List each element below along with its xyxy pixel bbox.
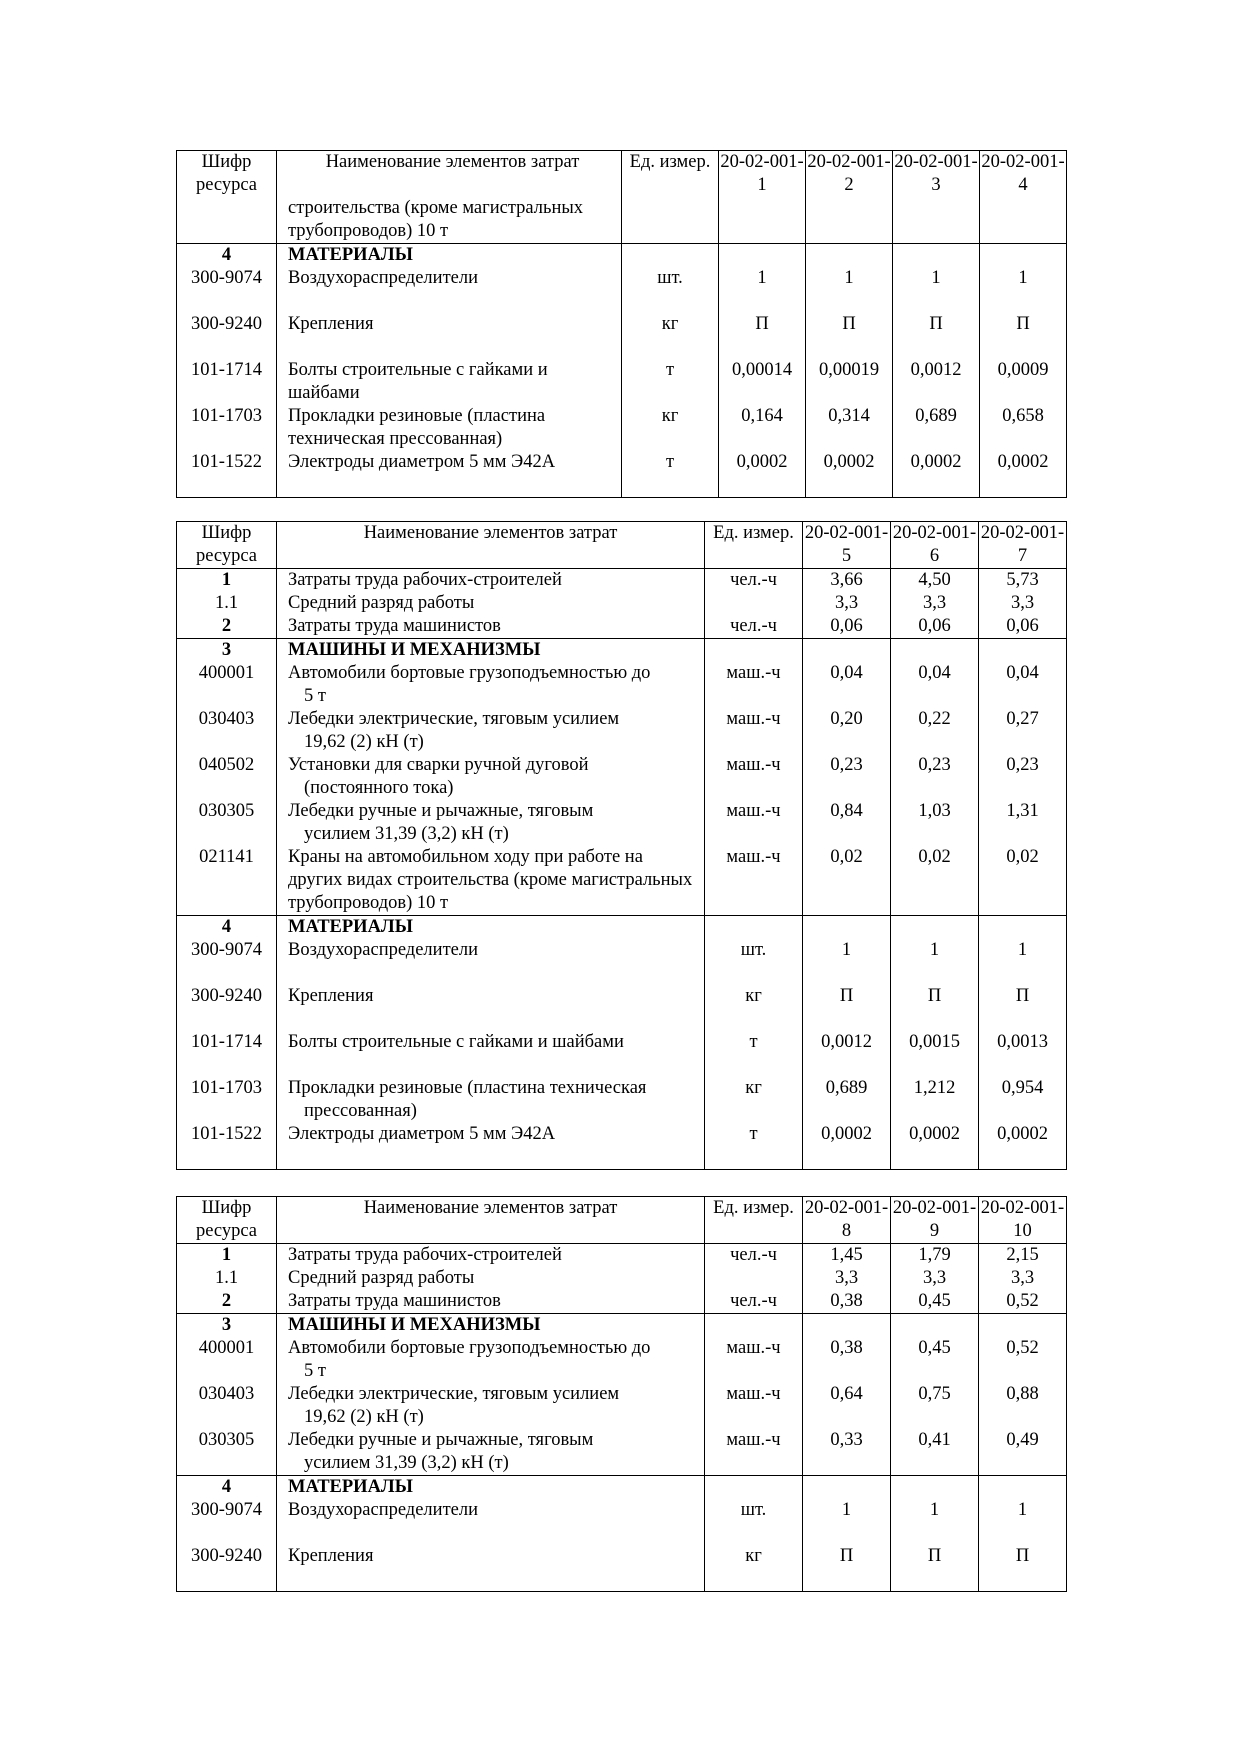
- row-value: 1: [803, 939, 891, 985]
- header-unit: Ед. измер.: [622, 151, 719, 244]
- row-unit: кг: [622, 313, 719, 359]
- row-unit: шт.: [705, 1499, 803, 1545]
- row-value: 0,41: [891, 1429, 979, 1476]
- section-title: МАТЕРИАЛЫ: [277, 1476, 705, 1500]
- table-row: [177, 985, 1067, 1031]
- section-title: МАТЕРИАЛЫ: [277, 244, 622, 268]
- table-row: [177, 592, 1067, 615]
- norm-table-3: [176, 1196, 1067, 1592]
- table-row: [177, 846, 1067, 916]
- row-value: П: [891, 985, 979, 1031]
- row-value: 1: [893, 267, 980, 313]
- row-name-line1: Лебедки ручные и рычажные, тяговым: [288, 1430, 594, 1450]
- section-title: МАТЕРИАЛЫ: [277, 916, 705, 940]
- table-row: [177, 451, 1067, 497]
- row-value: П: [979, 1545, 1067, 1591]
- row-name: [277, 1429, 705, 1476]
- row-name: Крепления: [277, 313, 622, 359]
- row-code: 300-9074: [177, 1499, 277, 1545]
- row-code: 030403: [177, 1383, 277, 1429]
- table-header-row: [177, 151, 1067, 244]
- row-value: 0,23: [979, 754, 1067, 800]
- row-name: Затраты труда рабочих-строителей: [277, 569, 705, 593]
- row-code: 300-9074: [177, 939, 277, 985]
- row-code: 1.1: [177, 592, 277, 615]
- header-code: Шифр ресурса: [177, 522, 277, 569]
- row-value: П: [891, 1545, 979, 1591]
- header-col: 20-02-001-4: [980, 151, 1067, 244]
- row-value: 0,06: [803, 615, 891, 639]
- row-value: 0,06: [891, 615, 979, 639]
- row-code: 400001: [177, 1337, 277, 1383]
- row-name-line1: Установки для сварки ручной дуговой: [288, 755, 589, 775]
- row-value: 2,15: [979, 1244, 1067, 1268]
- header-col: 20-02-001-10: [979, 1197, 1067, 1244]
- row-unit: чел.-ч: [705, 1244, 803, 1268]
- row-unit: чел.-ч: [705, 1290, 803, 1314]
- section-code: 3: [177, 639, 277, 663]
- row-unit: шт.: [705, 939, 803, 985]
- section-title: МАШИНЫ И МЕХАНИЗМЫ: [277, 639, 705, 663]
- row-value: 1,45: [803, 1244, 891, 1268]
- row-value: 1: [891, 1499, 979, 1545]
- row-value: 3,3: [979, 1267, 1067, 1290]
- row-code: 040502: [177, 754, 277, 800]
- table-row: [177, 1499, 1067, 1545]
- row-value: 0,0002: [719, 451, 806, 497]
- row-value: 0,02: [979, 846, 1067, 916]
- row-name: Затраты труда рабочих-строителей: [277, 1244, 705, 1268]
- row-unit: шт.: [622, 267, 719, 313]
- section-row: [177, 639, 1067, 663]
- row-unit: кг: [622, 405, 719, 451]
- row-value: 0,75: [891, 1383, 979, 1429]
- row-value: 0,04: [891, 662, 979, 708]
- row-name: Крепления: [277, 985, 705, 1031]
- row-code: 101-1522: [177, 1123, 277, 1169]
- row-name-line2: прессованная): [304, 1101, 417, 1121]
- header-col: 20-02-001-1: [719, 151, 806, 244]
- row-code: 101-1714: [177, 1031, 277, 1077]
- table-row: [177, 1031, 1067, 1077]
- row-value: 0,0002: [803, 1123, 891, 1169]
- row-value: 0,0013: [979, 1031, 1067, 1077]
- row-name: Затраты труда машинистов: [277, 615, 705, 639]
- header-code: Шифр ресурса: [177, 151, 277, 244]
- row-value: 1: [980, 267, 1067, 313]
- row-value: 0,00014: [719, 359, 806, 405]
- row-value: 0,0012: [893, 359, 980, 405]
- row-value: 0,02: [803, 846, 891, 916]
- row-unit: маш.-ч: [705, 754, 803, 800]
- table-row: [177, 1290, 1067, 1314]
- section-row: [177, 1314, 1067, 1338]
- row-name-line1: Лебедки электрические, тяговым усилием: [288, 709, 620, 729]
- table-row: [177, 615, 1067, 639]
- row-name: Краны на автомобильном ходу при работе на других видах строительства (кроме магистральных трубопроводов) 10 т: [277, 846, 705, 916]
- row-name-line1: Лебедки ручные и рычажные, тяговым: [288, 801, 594, 821]
- table-row: [177, 1267, 1067, 1290]
- row-value: 0,64: [803, 1383, 891, 1429]
- row-unit: маш.-ч: [705, 800, 803, 846]
- row-code: 030305: [177, 800, 277, 846]
- row-unit: маш.-ч: [705, 708, 803, 754]
- table-row: [177, 1244, 1067, 1268]
- row-name-line1: Автомобили бортовые грузоподъемностью до: [288, 1338, 651, 1358]
- row-value: П: [806, 313, 893, 359]
- row-value: 0,38: [803, 1337, 891, 1383]
- row-name: Прокладки резиновые (пластина техническая прессованная): [277, 405, 622, 451]
- header-name: Наименование элементов затрат: [277, 522, 705, 569]
- row-value: 0,0012: [803, 1031, 891, 1077]
- row-value: 0,38: [803, 1290, 891, 1314]
- row-unit: т: [622, 359, 719, 405]
- row-name: Электроды диаметром 5 мм Э42А: [277, 1123, 705, 1169]
- row-value: 0,04: [979, 662, 1067, 708]
- row-unit: маш.-ч: [705, 846, 803, 916]
- row-value: П: [803, 985, 891, 1031]
- row-value: 1,212: [891, 1077, 979, 1123]
- row-name-line2: 19,62 (2) кН (т): [304, 732, 424, 752]
- table-header-row: [177, 522, 1067, 569]
- row-unit: кг: [705, 1545, 803, 1591]
- row-value: 0,954: [979, 1077, 1067, 1123]
- header-col: 20-02-001-8: [803, 1197, 891, 1244]
- row-value: 0,23: [803, 754, 891, 800]
- row-code: 2: [177, 615, 277, 639]
- row-code: 021141: [177, 846, 277, 916]
- row-code: 300-9074: [177, 267, 277, 313]
- row-value: 3,3: [891, 592, 979, 615]
- row-value: 0,52: [979, 1290, 1067, 1314]
- row-name: [277, 754, 705, 800]
- row-unit: [705, 1267, 803, 1290]
- table-row: [177, 800, 1067, 846]
- header-name-label: Наименование элементов затрат: [325, 152, 580, 172]
- row-code: 300-9240: [177, 1545, 277, 1591]
- section-title: МАШИНЫ И МЕХАНИЗМЫ: [277, 1314, 705, 1338]
- section-row: [177, 244, 1067, 268]
- row-value: 0,00019: [806, 359, 893, 405]
- table-header-row: [177, 1197, 1067, 1244]
- row-value: 0,164: [719, 405, 806, 451]
- table-row: [177, 405, 1067, 451]
- row-value: 0,84: [803, 800, 891, 846]
- section-row: [177, 1476, 1067, 1500]
- row-name: Болты строительные с гайками и шайбами: [277, 1031, 705, 1077]
- row-name: [277, 800, 705, 846]
- row-value: 0,0002: [893, 451, 980, 497]
- row-value: П: [893, 313, 980, 359]
- row-code: 2: [177, 1290, 277, 1314]
- row-value: 0,49: [979, 1429, 1067, 1476]
- row-name-line2: усилием 31,39 (3,2) кН (т): [304, 824, 509, 844]
- header-col: 20-02-001-5: [803, 522, 891, 569]
- row-name: Электроды диаметром 5 мм Э42А: [277, 451, 622, 497]
- row-name: [277, 708, 705, 754]
- row-unit: т: [622, 451, 719, 497]
- row-value: 3,3: [803, 592, 891, 615]
- row-value: 0,20: [803, 708, 891, 754]
- row-name: Средний разряд работы: [277, 1267, 705, 1290]
- row-value: 1: [719, 267, 806, 313]
- section-code: 4: [177, 1476, 277, 1500]
- table-row: [177, 1123, 1067, 1169]
- norm-table-2: [176, 521, 1067, 1170]
- row-value: 3,3: [891, 1267, 979, 1290]
- row-value: 0,0015: [891, 1031, 979, 1077]
- row-value: 1,79: [891, 1244, 979, 1268]
- row-code: 1: [177, 1244, 277, 1268]
- row-name: [277, 1077, 705, 1123]
- row-unit: маш.-ч: [705, 1429, 803, 1476]
- row-name-line2: 19,62 (2) кН (т): [304, 1407, 424, 1427]
- row-value: 1,03: [891, 800, 979, 846]
- row-code: 300-9240: [177, 985, 277, 1031]
- row-value: 1: [891, 939, 979, 985]
- table-row: [177, 1429, 1067, 1476]
- header-col: 20-02-001-9: [891, 1197, 979, 1244]
- row-value: 0,04: [803, 662, 891, 708]
- row-unit: маш.-ч: [705, 662, 803, 708]
- row-unit: т: [705, 1123, 803, 1169]
- row-value: 0,45: [891, 1290, 979, 1314]
- row-value: 0,45: [891, 1337, 979, 1383]
- table-row: [177, 1337, 1067, 1383]
- row-value: 0,689: [893, 405, 980, 451]
- row-name-line1: Лебедки электрические, тяговым усилием: [288, 1384, 620, 1404]
- table-row: [177, 569, 1067, 593]
- header-unit: Ед. измер.: [705, 522, 803, 569]
- row-code: 101-1703: [177, 405, 277, 451]
- row-value: 3,3: [979, 592, 1067, 615]
- row-name: Воздухораспределители: [277, 1499, 705, 1545]
- row-value: 1: [806, 267, 893, 313]
- row-unit: маш.-ч: [705, 1383, 803, 1429]
- row-unit: т: [705, 1031, 803, 1077]
- table-row: [177, 708, 1067, 754]
- header-code: Шифр ресурса: [177, 1197, 277, 1244]
- row-name: Затраты труда машинистов: [277, 1290, 705, 1314]
- row-value: П: [979, 985, 1067, 1031]
- table-row: [177, 939, 1067, 985]
- row-name-line2: 5 т: [304, 1361, 326, 1381]
- row-value: П: [719, 313, 806, 359]
- row-unit: [705, 592, 803, 615]
- row-code: 1.1: [177, 1267, 277, 1290]
- row-unit: маш.-ч: [705, 1337, 803, 1383]
- row-code: 030403: [177, 708, 277, 754]
- section-code: 4: [177, 244, 277, 268]
- row-name-line1: Прокладки резиновые (пластина техническая: [288, 1078, 647, 1098]
- row-name: Средний разряд работы: [277, 592, 705, 615]
- row-code: 101-1522: [177, 451, 277, 497]
- row-code: 1: [177, 569, 277, 593]
- section-code: 4: [177, 916, 277, 940]
- row-value: 0,22: [891, 708, 979, 754]
- row-unit: кг: [705, 985, 803, 1031]
- row-value: 1: [979, 1499, 1067, 1545]
- row-value: 0,0002: [980, 451, 1067, 497]
- row-value: 3,66: [803, 569, 891, 593]
- row-value: 0,658: [980, 405, 1067, 451]
- row-name-line2: (постоянного тока): [304, 778, 454, 798]
- row-code: 030305: [177, 1429, 277, 1476]
- table-row: [177, 1077, 1067, 1123]
- row-value: 0,689: [803, 1077, 891, 1123]
- row-value: 0,0002: [979, 1123, 1067, 1169]
- row-code: 400001: [177, 662, 277, 708]
- row-unit: чел.-ч: [705, 569, 803, 593]
- row-value: 0,02: [891, 846, 979, 916]
- row-name: Воздухораспределители: [277, 939, 705, 985]
- row-unit: чел.-ч: [705, 615, 803, 639]
- row-value: 5,73: [979, 569, 1067, 593]
- table-row: [177, 267, 1067, 313]
- row-value: 0,33: [803, 1429, 891, 1476]
- row-value: 4,50: [891, 569, 979, 593]
- norm-table-1: [176, 150, 1067, 498]
- header-col: 20-02-001-6: [891, 522, 979, 569]
- row-value: 0,27: [979, 708, 1067, 754]
- table-row: [177, 1545, 1067, 1591]
- row-value: 0,88: [979, 1383, 1067, 1429]
- row-code: 300-9240: [177, 313, 277, 359]
- row-code: 101-1703: [177, 1077, 277, 1123]
- row-value: 0,0002: [891, 1123, 979, 1169]
- table-row: [177, 313, 1067, 359]
- row-value: 0,0002: [806, 451, 893, 497]
- row-value: 0,0009: [980, 359, 1067, 405]
- row-value: 3,3: [803, 1267, 891, 1290]
- row-value: 1: [979, 939, 1067, 985]
- row-name: [277, 1383, 705, 1429]
- row-value: 1: [803, 1499, 891, 1545]
- table-row: [177, 359, 1067, 405]
- row-name-line2: 5 т: [304, 686, 326, 706]
- row-value: 0,52: [979, 1337, 1067, 1383]
- row-value: П: [980, 313, 1067, 359]
- header-name-continuation: строительства (кроме магистральных трубопроводов) 10 т: [288, 198, 584, 241]
- header-col: 20-02-001-2: [806, 151, 893, 244]
- row-value: П: [803, 1545, 891, 1591]
- section-row: [177, 916, 1067, 940]
- header-col: 20-02-001-7: [979, 522, 1067, 569]
- row-name: [277, 1337, 705, 1383]
- row-code: 101-1714: [177, 359, 277, 405]
- row-name: Болты строительные с гайками и шайбами: [277, 359, 622, 405]
- table-row: [177, 662, 1067, 708]
- row-value: 1,31: [979, 800, 1067, 846]
- row-name-line2: усилием 31,39 (3,2) кН (т): [304, 1453, 509, 1473]
- table-row: [177, 1383, 1067, 1429]
- row-name-line1: Автомобили бортовые грузоподъемностью до: [288, 663, 651, 683]
- row-value: 0,23: [891, 754, 979, 800]
- header-name: [277, 151, 622, 244]
- row-name: Крепления: [277, 1545, 705, 1591]
- header-name: Наименование элементов затрат: [277, 1197, 705, 1244]
- row-name: Воздухораспределители: [277, 267, 622, 313]
- table-row: [177, 754, 1067, 800]
- section-code: 3: [177, 1314, 277, 1338]
- row-value: 0,314: [806, 405, 893, 451]
- row-unit: кг: [705, 1077, 803, 1123]
- row-value: 0,06: [979, 615, 1067, 639]
- header-unit: Ед. измер.: [705, 1197, 803, 1244]
- header-col: 20-02-001-3: [893, 151, 980, 244]
- row-name: [277, 662, 705, 708]
